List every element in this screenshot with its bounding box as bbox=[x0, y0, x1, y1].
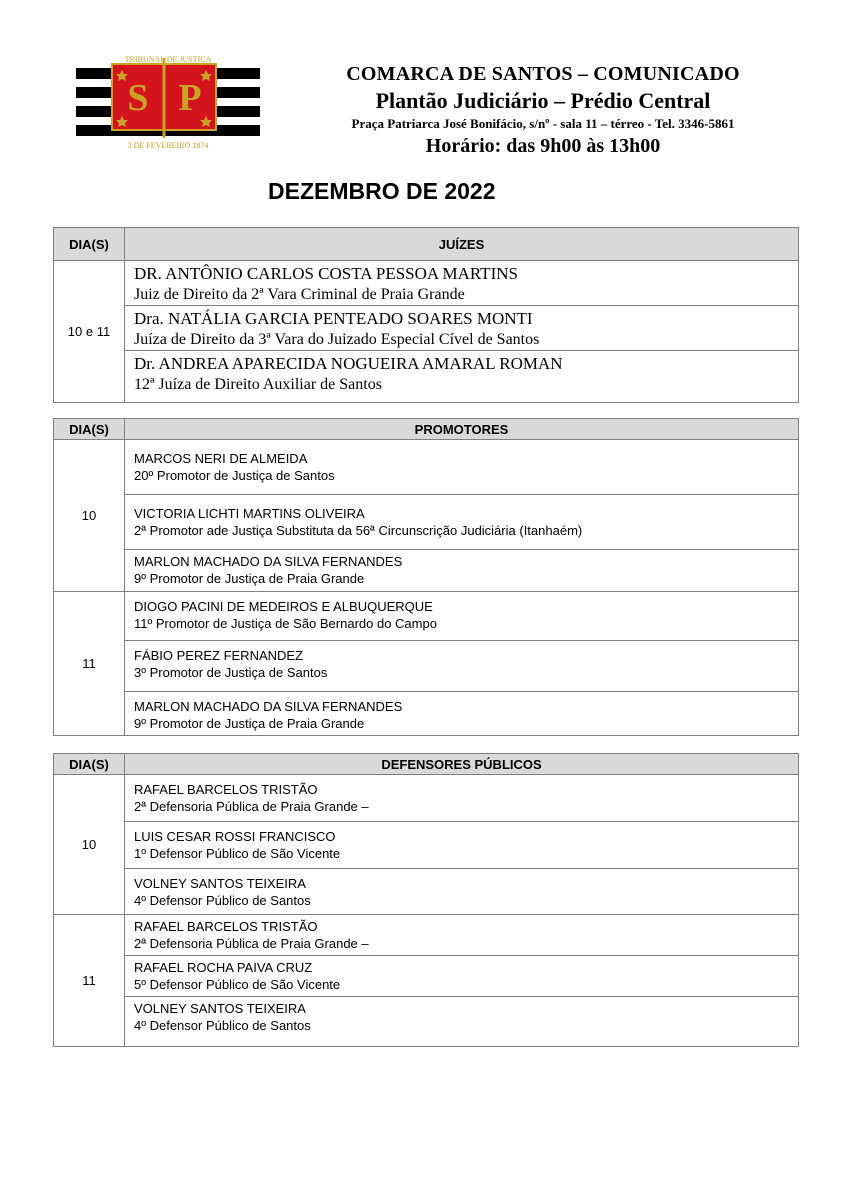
judge-role: Juiz de Direito da 2ª Vara Criminal de Praia Grande bbox=[134, 286, 465, 303]
defender-role: 2ª Defensoria Pública de Praia Grande – bbox=[134, 799, 369, 814]
defenders-day-11: 11 bbox=[54, 915, 125, 1047]
defender-role: 1º Defensor Público de São Vicente bbox=[134, 846, 341, 861]
defender-entry bbox=[125, 915, 799, 956]
prosecutor-role: 9º Promotor de Justiça de Praia Grande bbox=[134, 571, 365, 586]
defenders-table bbox=[53, 753, 799, 1047]
defenders-day-10: 10 bbox=[54, 775, 125, 915]
judge-role: 12ª Juíza de Direito Auxiliar de Santos bbox=[134, 376, 382, 393]
prosecutor-entry bbox=[125, 440, 799, 495]
header-comarca: COMARCA DE SANTOS – COMUNICADO bbox=[346, 63, 740, 85]
prosecutor-entry bbox=[125, 495, 799, 550]
header bbox=[300, 62, 786, 159]
judge-role: Juíza de Direito da 3ª Vara do Juizado Especial Cível de Santos bbox=[134, 331, 540, 348]
logo-top-text: TRIBUNAL DE JUSTIÇA bbox=[124, 55, 212, 64]
defender-entry bbox=[125, 869, 799, 915]
defender-name: VOLNEY SANTOS TEIXEIRA bbox=[134, 1001, 306, 1016]
prosecutor-role: 20º Promotor de Justiça de Santos bbox=[134, 468, 335, 483]
prosecutor-entry bbox=[125, 692, 799, 736]
defender-name: RAFAEL BARCELOS TRISTÃO bbox=[134, 782, 318, 797]
defender-entry bbox=[125, 997, 799, 1047]
judge-name: DR. ANTÔNIO CARLOS COSTA PESSOA MARTINS bbox=[134, 264, 518, 283]
prosecutor-entry bbox=[125, 550, 799, 592]
logo-letter-p: P bbox=[178, 77, 202, 119]
defender-name: RAFAEL ROCHA PAIVA CRUZ bbox=[134, 960, 313, 975]
defender-entry bbox=[125, 956, 799, 997]
prosecutors-day-10: 10 bbox=[54, 440, 125, 592]
judges-table bbox=[53, 227, 799, 403]
col-day-header: DIA(S) bbox=[54, 754, 125, 775]
judge-entry bbox=[125, 261, 799, 306]
defender-role: 2ª Defensoria Pública de Praia Grande – bbox=[134, 936, 369, 951]
prosecutor-name: MARLON MACHADO DA SILVA FERNANDES bbox=[134, 554, 403, 569]
col-defenders-header: DEFENSORES PÚBLICOS bbox=[125, 754, 799, 775]
defender-name: VOLNEY SANTOS TEIXEIRA bbox=[134, 876, 306, 891]
col-judges-header: JUÍZES bbox=[125, 228, 799, 261]
col-day-header: DIA(S) bbox=[54, 419, 125, 440]
defender-name: RAFAEL BARCELOS TRISTÃO bbox=[134, 919, 318, 934]
logo-letter-s: S bbox=[127, 77, 149, 119]
judges-day: 10 e 11 bbox=[54, 261, 125, 403]
defender-role: 4º Defensor Público de Santos bbox=[134, 893, 311, 908]
defender-entry bbox=[125, 775, 799, 822]
prosecutor-name: DIOGO PACINI DE MEDEIROS E ALBUQUERQUE bbox=[134, 599, 433, 614]
prosecutors-day-11: 11 bbox=[54, 592, 125, 736]
judge-name: Dra. NATÁLIA GARCIA PENTEADO SOARES MONTI bbox=[134, 309, 533, 328]
prosecutor-entry bbox=[125, 592, 799, 641]
tjsp-logo bbox=[76, 52, 260, 156]
prosecutor-name: FÁBIO PEREZ FERNANDEZ bbox=[134, 648, 304, 663]
defender-role: 5º Defensor Público de São Vicente bbox=[134, 977, 341, 992]
defender-role: 4º Defensor Público de Santos bbox=[134, 1018, 311, 1033]
prosecutor-name: MARLON MACHADO DA SILVA FERNANDES bbox=[134, 699, 403, 714]
defender-entry bbox=[125, 822, 799, 869]
col-prosecutors-header: PROMOTORES bbox=[125, 419, 799, 440]
header-hours: Horário: das 9h00 às 13h00 bbox=[425, 135, 661, 157]
prosecutor-name: VICTORIA LICHTI MARTINS OLIVEIRA bbox=[134, 506, 365, 521]
header-address: Praça Patriarca José Bonifácio, s/nº - sala 11 – térreo - Tel. 3346-5861 bbox=[351, 116, 735, 131]
month-title: DEZEMBRO DE 2022 bbox=[268, 178, 496, 204]
judge-entry bbox=[125, 351, 799, 403]
prosecutor-role: 2ª Promotor ade Justiça Substituta da 56ª Circunscrição Judiciária (Itanhaém) bbox=[134, 523, 583, 538]
prosecutors-table bbox=[53, 418, 799, 736]
defender-name: LUIS CESAR ROSSI FRANCISCO bbox=[134, 829, 336, 844]
prosecutor-entry bbox=[125, 641, 799, 692]
header-plantao: Plantão Judiciário – Prédio Central bbox=[375, 88, 711, 113]
logo-bottom-text: 3 DE FEVEREIRO 1874 bbox=[127, 141, 209, 150]
prosecutor-role: 3º Promotor de Justiça de Santos bbox=[134, 665, 328, 680]
prosecutor-role: 9º Promotor de Justiça de Praia Grande bbox=[134, 716, 365, 731]
judge-name: Dr. ANDREA APARECIDA NOGUEIRA AMARAL ROMAN bbox=[134, 354, 563, 373]
prosecutor-role: 11º Promotor de Justiça de São Bernardo do Campo bbox=[134, 616, 437, 631]
col-day-header: DIA(S) bbox=[54, 228, 125, 261]
prosecutor-name: MARCOS NERI DE ALMEIDA bbox=[134, 451, 308, 466]
judge-entry bbox=[125, 306, 799, 351]
